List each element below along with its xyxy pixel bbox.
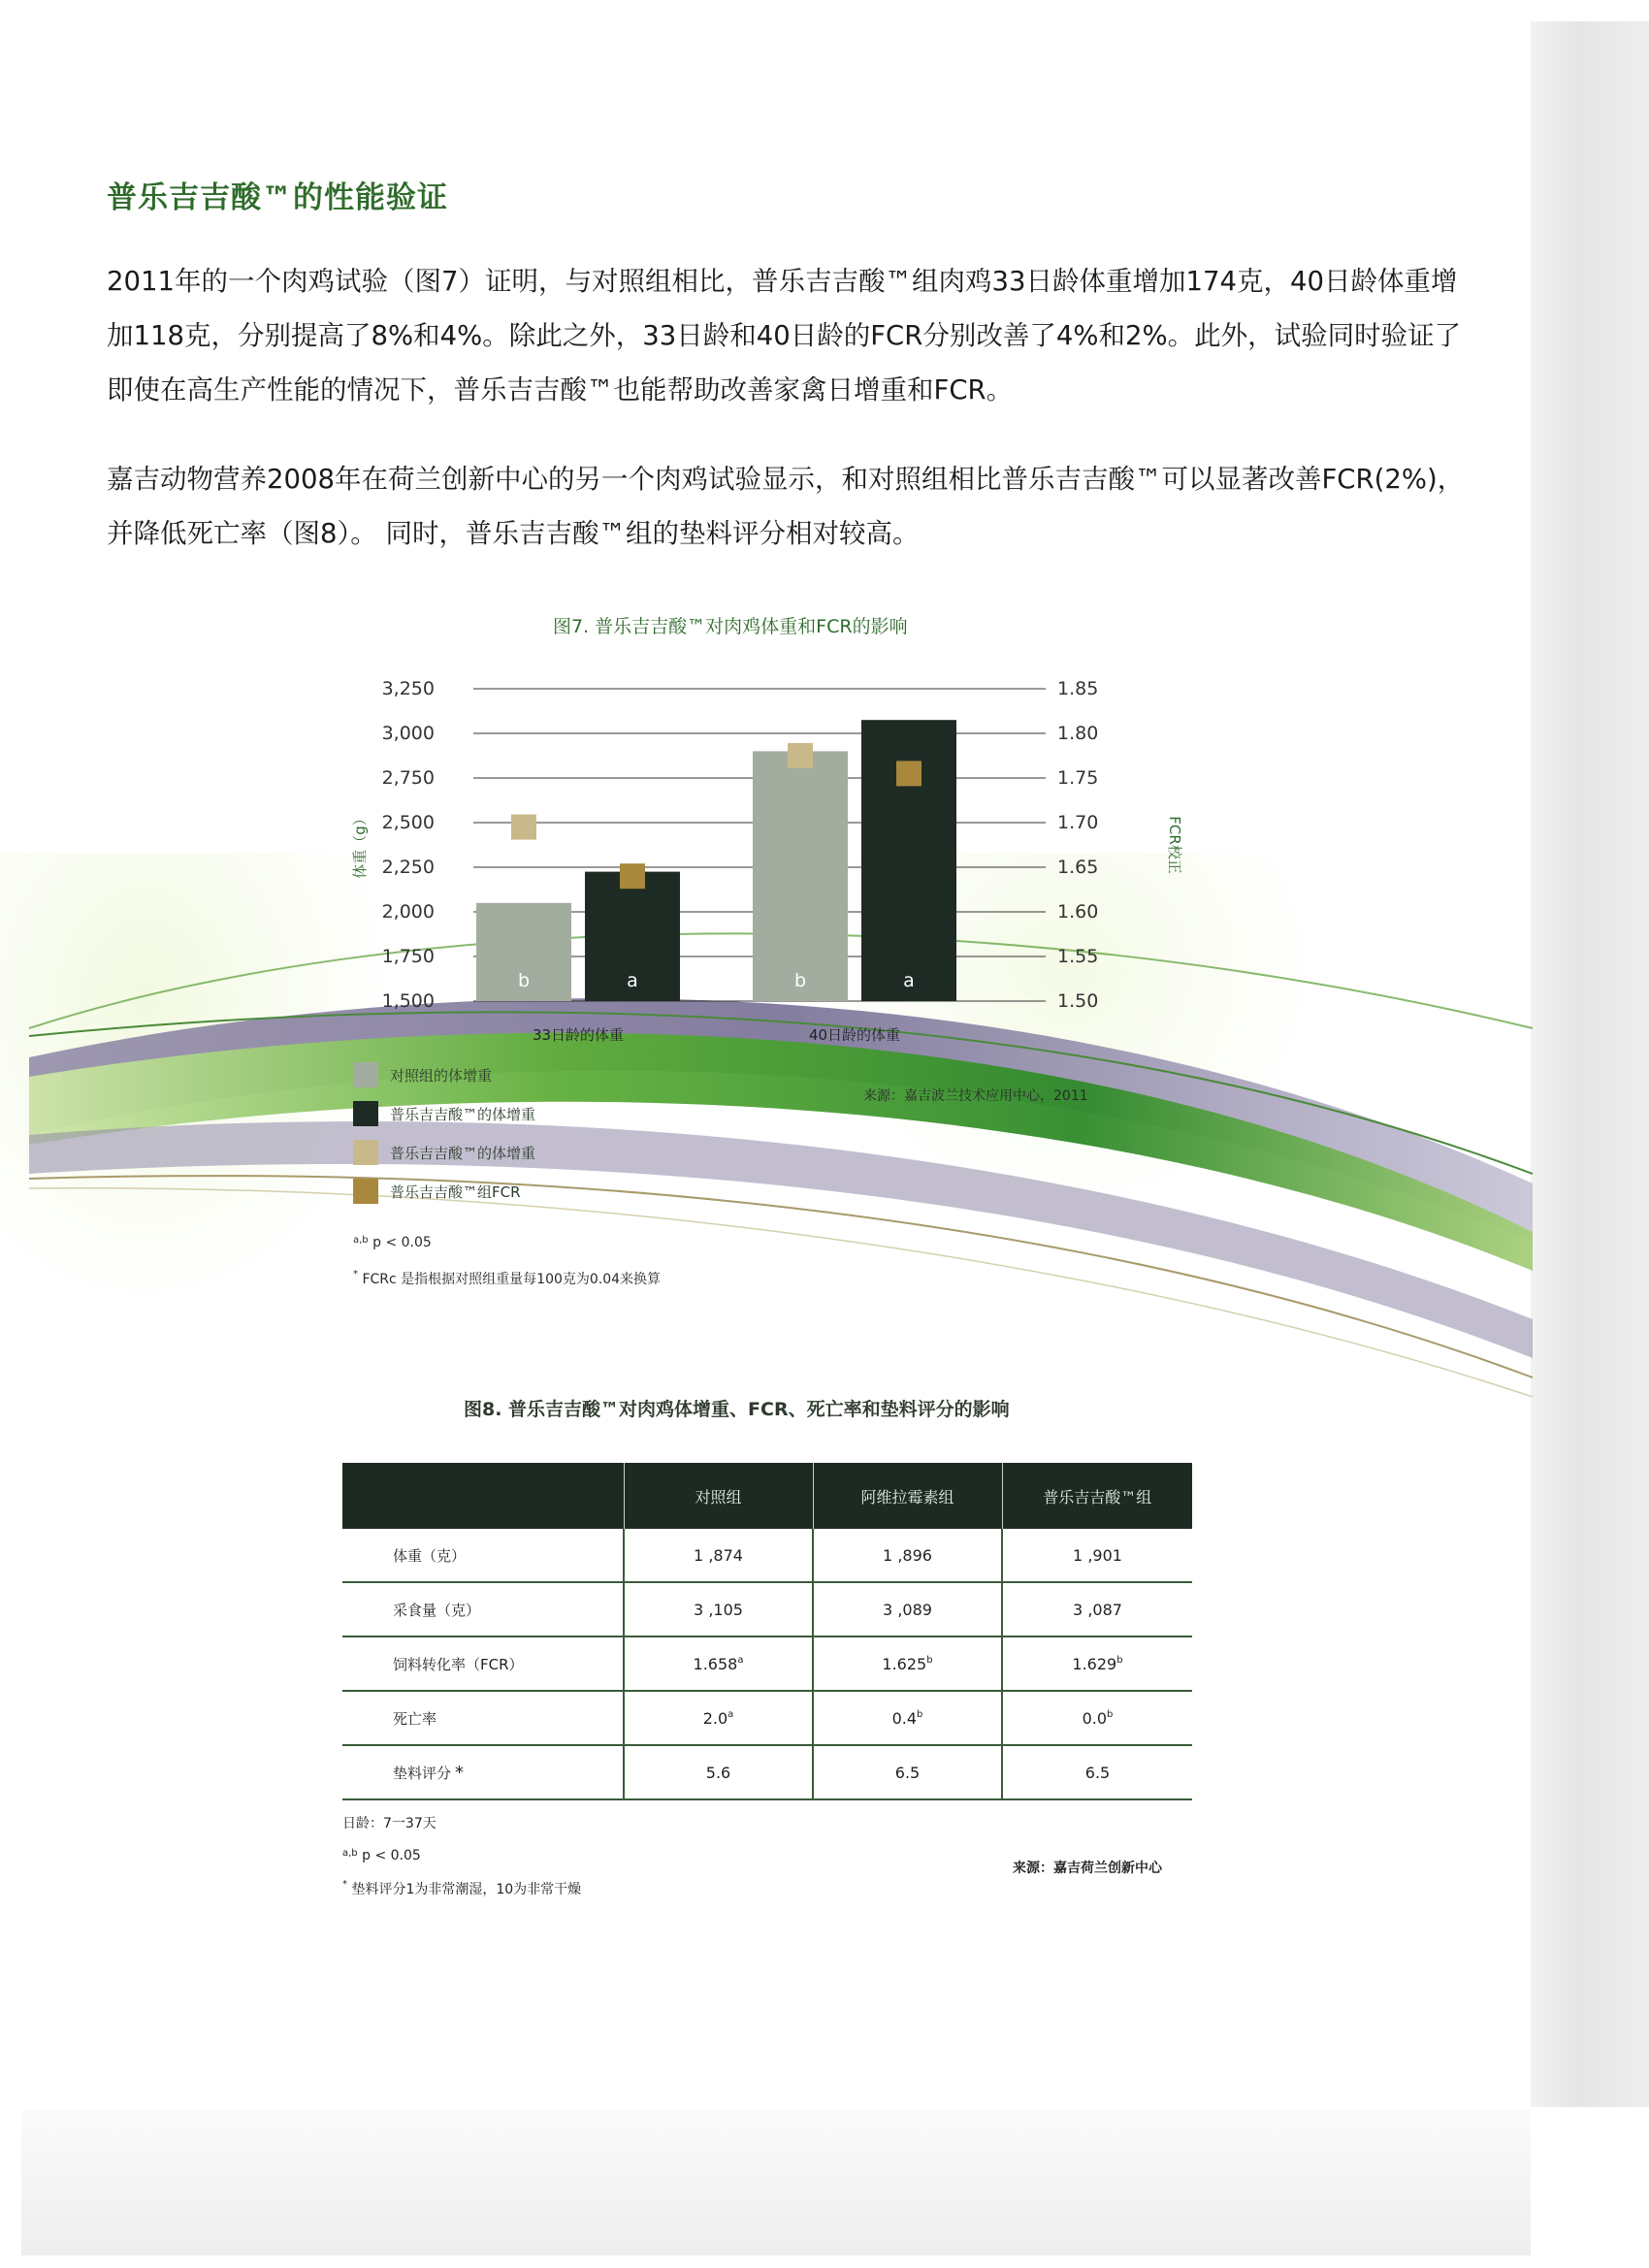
cell-value: 5.6 — [705, 1763, 731, 1782]
table-row — [342, 1582, 1192, 1636]
litter-text: 垫料评分1为非常潮湿，10为非常干燥 — [351, 1882, 582, 1897]
figure8-note-sig — [342, 1848, 421, 1863]
cell-value: 3 ,087 — [1073, 1600, 1122, 1619]
legend-label: 普乐吉吉酸™的体增重 — [390, 1105, 536, 1123]
row-label: 采食量（克） — [393, 1601, 481, 1619]
y2-tick-label: 1.75 — [1057, 767, 1099, 789]
legend-swatch — [353, 1140, 378, 1165]
table-row — [342, 1745, 1192, 1799]
legend-item — [353, 1055, 535, 1094]
page-edge-shadow — [1531, 21, 1649, 2107]
cell-superscript: b — [1116, 1654, 1123, 1666]
table-cell — [813, 1745, 1002, 1799]
y2-axis-label: FCR校正 — [1166, 816, 1183, 874]
cell-value: 0.0 — [1082, 1708, 1108, 1728]
fcrc-superscript: * — [353, 1269, 358, 1280]
y2-tick-label: 1.80 — [1057, 723, 1099, 744]
cell-value: 6.5 — [1084, 1763, 1111, 1782]
legend-label: 普乐吉吉酸™的体增重 — [390, 1144, 536, 1162]
table-cell — [813, 1691, 1002, 1745]
y2-tick-label: 1.55 — [1057, 946, 1099, 967]
cell-superscript: b — [926, 1654, 933, 1666]
page-heading: 普乐吉吉酸™的性能验证 — [107, 180, 448, 215]
fcr-marker — [511, 815, 536, 840]
row-label-cell — [342, 1745, 624, 1799]
y2-tick-label: 1.65 — [1057, 857, 1099, 878]
sig-text: p < 0.05 — [362, 1848, 421, 1863]
figure8-table — [342, 1463, 1192, 1800]
figure7-footnote-sig — [353, 1235, 432, 1250]
table-cell — [624, 1636, 813, 1691]
y-tick-label: 2,250 — [381, 857, 435, 878]
y2-tick-label: 1.85 — [1057, 678, 1099, 699]
figure8-source: 来源：嘉吉荷兰创新中心 — [1013, 1861, 1162, 1876]
table-cell — [624, 1529, 813, 1582]
figure7-source: 来源：嘉吉波兰技术应用中心，2011 — [863, 1088, 1088, 1104]
y-tick-label: 2,750 — [381, 767, 435, 789]
y-tick-label: 3,000 — [381, 723, 435, 744]
bar-significance-label: a — [903, 970, 915, 991]
page-bottom-band — [21, 2110, 1531, 2255]
table-cell — [1002, 1582, 1192, 1636]
table-cell — [813, 1529, 1002, 1582]
row-label-cell — [342, 1582, 624, 1636]
cell-value: 1 ,901 — [1073, 1545, 1122, 1565]
figure7-chart — [330, 669, 1183, 1067]
table-header-cell: 对照组 — [624, 1463, 813, 1529]
y2-tick-label: 1.70 — [1057, 812, 1099, 833]
sig-superscript: a,b — [342, 1848, 358, 1859]
sig-text: p < 0.05 — [372, 1235, 432, 1250]
y-tick-label: 1,500 — [381, 990, 435, 1012]
bar-significance-label: a — [627, 970, 638, 991]
x-category-label: 40日龄的体重 — [808, 1026, 901, 1044]
cell-value: 1.625 — [882, 1654, 927, 1673]
row-label-cell — [342, 1529, 624, 1582]
legend-item — [353, 1172, 535, 1211]
table-cell — [624, 1582, 813, 1636]
cell-value: 1 ,874 — [694, 1545, 743, 1565]
cell-superscript: a — [737, 1654, 744, 1666]
cell-value: 1.629 — [1072, 1654, 1117, 1673]
cell-value: 1.658 — [693, 1654, 738, 1673]
figure7-legend — [353, 1055, 535, 1211]
bar-significance-label: b — [793, 970, 807, 991]
y-axis-label: 体重（g） — [351, 811, 369, 879]
table-row — [342, 1529, 1192, 1582]
y2-tick-label: 1.60 — [1057, 901, 1099, 923]
table-cell — [813, 1582, 1002, 1636]
table-cell — [1002, 1636, 1192, 1691]
figure8-note-age: 日龄：7一37天 — [342, 1816, 436, 1831]
cell-superscript: b — [917, 1708, 923, 1720]
legend-label: 对照组的体增重 — [390, 1066, 493, 1085]
legend-item — [353, 1094, 535, 1133]
table-header-cell: 阿维拉霉素组 — [813, 1463, 1002, 1529]
table-cell — [813, 1636, 1002, 1691]
cell-value: 6.5 — [894, 1763, 921, 1782]
paragraph-1: 2011年的一个肉鸡试验（图7）证明，与对照组相比，普乐吉吉酸™组肉鸡33日龄体重增加174克，40日龄体重增加118克，分别提高了8%和4%。除此之外，33日龄和40日龄的FCR分别改善了4%和2%。此外，试验同时验证了即使在高生产性能的情况下，普乐吉吉酸™也能帮助改善家禽日增重和FCR。 — [107, 266, 1462, 405]
table-header-cell: 普乐吉吉酸™组 — [1002, 1463, 1192, 1529]
row-label: 垫料评分 — [393, 1764, 452, 1782]
cell-value: 3 ,089 — [883, 1600, 932, 1619]
y-tick-label: 3,250 — [381, 678, 435, 699]
fcr-marker — [896, 761, 922, 786]
table-cell — [1002, 1745, 1192, 1799]
row-label: 饲料转化率（FCR） — [393, 1655, 524, 1673]
y-tick-label: 2,000 — [381, 901, 435, 923]
y-tick-label: 2,500 — [381, 812, 435, 833]
table-header-row — [342, 1463, 1192, 1529]
figure8-note-litter — [342, 1879, 581, 1898]
bar-control — [753, 751, 848, 1001]
row-label: 体重（克） — [393, 1546, 467, 1565]
x-category-label: 33日龄的体重 — [532, 1026, 625, 1044]
cell-superscript: a — [728, 1708, 734, 1720]
fcr-marker — [788, 743, 813, 768]
cell-value: 3 ,105 — [694, 1600, 743, 1619]
sig-superscript: a,b — [353, 1235, 369, 1246]
table-header-cell — [342, 1463, 624, 1529]
table-cell — [624, 1691, 813, 1745]
figure8-title: 图8. 普乐吉吉酸™对肉鸡体增重、FCR、死亡率和垫料评分的影响 — [464, 1399, 1010, 1420]
row-label-superscript: * — [455, 1762, 465, 1783]
legend-label: 普乐吉吉酸™组FCR — [390, 1183, 521, 1201]
row-label-cell — [342, 1636, 624, 1691]
table-row — [342, 1691, 1192, 1745]
figure7-footnote-fcrc — [353, 1269, 661, 1288]
bar-significance-label: b — [517, 970, 531, 991]
table-cell — [1002, 1529, 1192, 1582]
litter-superscript: * — [342, 1879, 347, 1890]
legend-swatch — [353, 1179, 378, 1204]
fcrc-text: FCRc 是指根据对照组重量每100克为0.04来换算 — [362, 1272, 662, 1287]
paragraph-2: 嘉吉动物营养2008年在荷兰创新中心的另一个肉鸡试验显示，和对照组相比普乐吉吉酸™可以显著改善FCR(2%)，并降低死亡率（图8）。 同时，普乐吉吉酸™组的垫料评分相对较高。 — [107, 464, 1465, 549]
legend-swatch — [353, 1062, 378, 1087]
table-row — [342, 1636, 1192, 1691]
fcr-marker — [620, 863, 645, 889]
legend-swatch — [353, 1101, 378, 1126]
table-cell — [1002, 1691, 1192, 1745]
legend-item — [353, 1133, 535, 1172]
row-label-cell — [342, 1691, 624, 1745]
cell-superscript: b — [1107, 1708, 1114, 1720]
cell-value: 0.4 — [891, 1708, 918, 1728]
table-cell — [624, 1745, 813, 1799]
figure7-title: 图7. 普乐吉吉酸™对肉鸡体重和FCR的影响 — [553, 616, 908, 637]
y-tick-label: 1,750 — [381, 946, 435, 967]
cell-value: 2.0 — [702, 1708, 728, 1728]
row-label: 死亡率 — [393, 1709, 437, 1728]
y2-tick-label: 1.50 — [1057, 990, 1099, 1012]
cell-value: 1 ,896 — [883, 1545, 932, 1565]
